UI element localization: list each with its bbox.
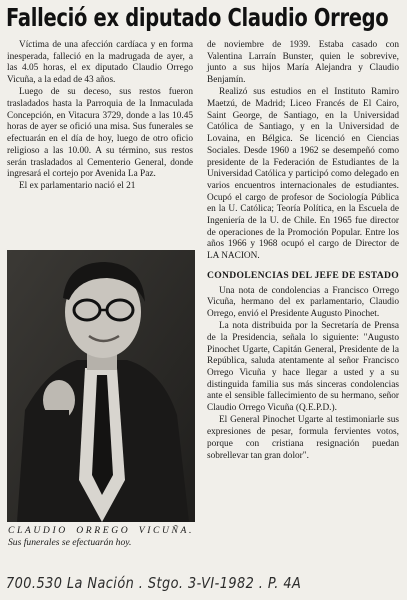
body-paragraph: Realizó sus estudios en el Instituto Ramiro Maetzú, de Madrid; Liceo Francés de El Cairo, Saint George, de Santiago, en la Universidad Católica de Santiago, y en la Universidad de Lovaina, en Bélgica. Se licenció en Ciencias Sociales. Desde 1960 a 1962 se desempeñó como presidente de la Federación de Estudiantes de la Universidad Católica y participó como delegado en varios encuentros internacionales de estudiantes. Ocupó el cargo de profesor de Sociología Pública en la U. Católica; Teoría Política, en la Escuela de Ingeniería de la U. de Chile. En 1965 fue director de operaciones de la Promoción Popular. Entre los años 1966 y 1968 ocupó el cargo de Director de LA NACION.: [207, 87, 399, 262]
body-paragraph: Luego de su deceso, sus restos fueron trasladados hasta la Parroquia de la Inmaculada Concepción, en Vitacura 3729, donde a las 10.45 horas de ayer se ofició una misa. Sus funerales se efectuarán en el día de hoy, luego de otro oficio religioso a las 10.00. A su término, sus restos serán trasladados al Cementerio General, donde ingresará el cortejo por Avenida La Paz.: [7, 87, 193, 180]
photo-caption: [8, 525, 194, 548]
left-column: [7, 40, 193, 193]
right-column: [207, 40, 399, 462]
article-headline: Falleció ex diputado Claudio Orrego: [6, 3, 389, 32]
body-paragraph: de noviembre de 1939. Estaba casado con Valentina Larraín Bunster, quien le sobrevive, junto a sus hijos María Alejandra y Claudio Benjamín.: [207, 40, 399, 86]
section-subhead: CONDOLENCIAS DEL JEFE DE ESTADO: [207, 269, 399, 281]
caption-text: Sus funerales se efectuarán hoy.: [8, 536, 132, 548]
portrait-photo: [7, 250, 195, 522]
portrait-image: [7, 250, 195, 522]
caption-name: CLAUDIO ORREGO VICUÑA.: [8, 525, 194, 536]
body-paragraph: El General Pinochet Ugarte al testimoniarle sus expresiones de pesar, formula fervientes votos, porque con cristiana resignación puedan sobrellevar tan gran dolor".: [207, 415, 399, 461]
body-paragraph: Una nota de condolencias a Francisco Orrego Vicuña, hermano del ex parlamentario, Claudio Orrego, envió el Presidente Augusto Pinochet.: [207, 285, 399, 320]
body-paragraph: Víctima de una afección cardíaca y en forma inesperada, falleció en la madrugada de ayer, a las 4.05 horas, el ex diputado Claudio Orrego Vicuña, a la edad de 43 años.: [7, 40, 193, 86]
body-paragraph: La nota distribuida por la Secretaría de Prensa de la Presidencia, señala lo siguiente: "Augusto Pinochet Ugarte, Capitán General, Presidente de la República, saluda atentamente al señor Francisco Orrego Vicuña y hace llegar a usted y a su distinguida familia sus más sinceras condolencias ante el sensible fallecimiento de su hermano, señor Claudio Orrego Vicuña (Q.E.P.D.).: [207, 321, 399, 414]
handwritten-archive-note: 700.530 La Nación . Stgo. 3-VI-1982 . P. 4A: [6, 574, 302, 592]
body-paragraph: El ex parlamentario nació el 21: [19, 181, 136, 192]
